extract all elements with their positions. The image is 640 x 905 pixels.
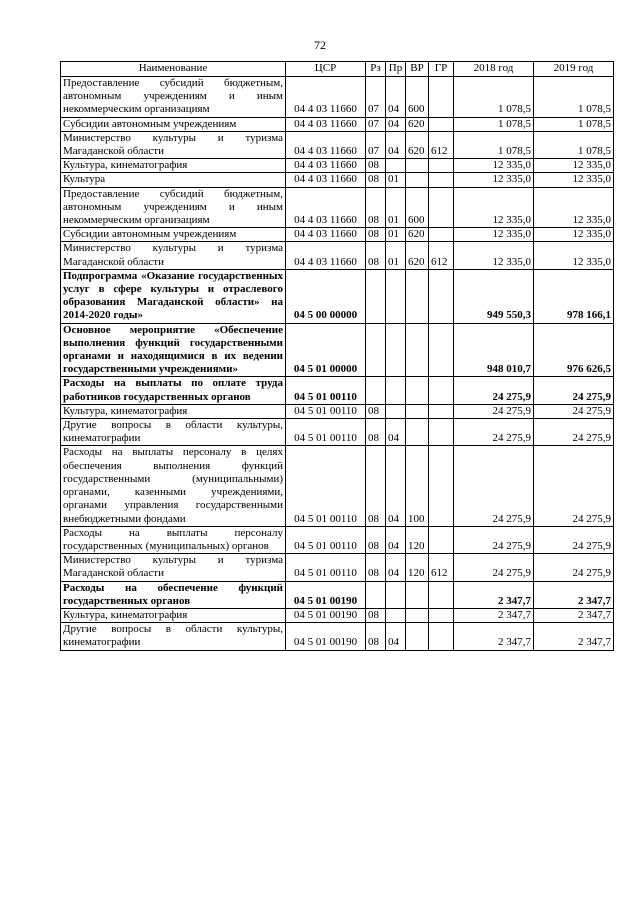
cell-vr bbox=[406, 623, 429, 650]
table-row bbox=[61, 377, 614, 404]
cell-gr: 612 bbox=[429, 131, 454, 158]
cell-gr: 612 bbox=[429, 242, 454, 269]
cell-rz: 08 bbox=[366, 419, 386, 446]
cell-y2019: 978 166,1 bbox=[534, 269, 614, 323]
cell-rz: 08 bbox=[366, 187, 386, 228]
cell-gr bbox=[429, 623, 454, 650]
cell-vr bbox=[406, 377, 429, 404]
cell-name: Субсидии автономным учреждениям bbox=[61, 228, 286, 242]
cell-vr: 120 bbox=[406, 526, 429, 553]
cell-y2018: 1 078,5 bbox=[454, 77, 534, 118]
table-row bbox=[61, 173, 614, 187]
budget-table bbox=[60, 61, 614, 651]
cell-name: Другие вопросы в области культуры, кинематографии bbox=[61, 623, 286, 650]
cell-vr bbox=[406, 419, 429, 446]
cell-pr: 01 bbox=[386, 242, 406, 269]
cell-rz: 07 bbox=[366, 117, 386, 131]
cell-pr: 01 bbox=[386, 228, 406, 242]
table-row bbox=[61, 242, 614, 269]
cell-y2018: 24 275,9 bbox=[454, 377, 534, 404]
header-csr: ЦСР bbox=[286, 62, 366, 77]
header-pr: Пр bbox=[386, 62, 406, 77]
cell-vr: 600 bbox=[406, 187, 429, 228]
cell-y2018: 2 347,7 bbox=[454, 581, 534, 608]
cell-name: Культура, кинематография bbox=[61, 608, 286, 622]
cell-name: Субсидии автономным учреждениям bbox=[61, 117, 286, 131]
cell-name: Предоставление субсидий бюджетным, автономным учреждениям и иным некоммерческим организациям bbox=[61, 187, 286, 228]
cell-pr bbox=[386, 581, 406, 608]
cell-pr: 04 bbox=[386, 117, 406, 131]
cell-name: Другие вопросы в области культуры, кинематографии bbox=[61, 419, 286, 446]
cell-csr: 04 4 03 11660 bbox=[286, 131, 366, 158]
cell-pr bbox=[386, 269, 406, 323]
cell-csr: 04 5 00 00000 bbox=[286, 269, 366, 323]
cell-y2018: 948 010,7 bbox=[454, 323, 534, 377]
cell-y2018: 1 078,5 bbox=[454, 131, 534, 158]
cell-pr: 04 bbox=[386, 77, 406, 118]
cell-csr: 04 5 01 00000 bbox=[286, 323, 366, 377]
cell-rz: 08 bbox=[366, 623, 386, 650]
cell-rz bbox=[366, 377, 386, 404]
cell-csr: 04 4 03 11660 bbox=[286, 117, 366, 131]
cell-y2019: 24 275,9 bbox=[534, 554, 614, 581]
table-row bbox=[61, 187, 614, 228]
header-2018: 2018 год bbox=[454, 62, 534, 77]
cell-y2019: 24 275,9 bbox=[534, 419, 614, 446]
table-row bbox=[61, 623, 614, 650]
table-row bbox=[61, 581, 614, 608]
cell-pr: 01 bbox=[386, 187, 406, 228]
cell-y2019: 1 078,5 bbox=[534, 117, 614, 131]
cell-y2018: 2 347,7 bbox=[454, 623, 534, 650]
cell-rz: 08 bbox=[366, 242, 386, 269]
cell-name: Расходы на обеспечение функций государственных органов bbox=[61, 581, 286, 608]
cell-gr bbox=[429, 187, 454, 228]
cell-name: Культура bbox=[61, 173, 286, 187]
cell-gr bbox=[429, 77, 454, 118]
table-row bbox=[61, 554, 614, 581]
cell-rz: 07 bbox=[366, 131, 386, 158]
cell-vr bbox=[406, 323, 429, 377]
table-row bbox=[61, 446, 614, 526]
cell-name: Предоставление субсидий бюджетным, автономным учреждениям и иным некоммерческим организациям bbox=[61, 77, 286, 118]
cell-y2019: 2 347,7 bbox=[534, 623, 614, 650]
cell-csr: 04 5 01 00110 bbox=[286, 526, 366, 553]
cell-csr: 04 5 01 00110 bbox=[286, 554, 366, 581]
cell-y2018: 24 275,9 bbox=[454, 554, 534, 581]
table-row bbox=[61, 526, 614, 553]
table-row bbox=[61, 228, 614, 242]
cell-name: Министерство культуры и туризма Магаданской области bbox=[61, 554, 286, 581]
cell-pr: 04 bbox=[386, 131, 406, 158]
cell-gr bbox=[429, 228, 454, 242]
cell-y2018: 24 275,9 bbox=[454, 446, 534, 526]
cell-csr: 04 4 03 11660 bbox=[286, 173, 366, 187]
cell-vr: 620 bbox=[406, 117, 429, 131]
cell-y2018: 1 078,5 bbox=[454, 117, 534, 131]
cell-y2018: 12 335,0 bbox=[454, 242, 534, 269]
cell-y2019: 24 275,9 bbox=[534, 377, 614, 404]
cell-gr bbox=[429, 117, 454, 131]
cell-name: Расходы на выплаты персоналу в целях обеспечения выполнения функций государственными (муниципальными) органами, казенными учреждениями, органами управления государственными внебюджетными фондами bbox=[61, 446, 286, 526]
cell-pr bbox=[386, 608, 406, 622]
cell-y2019: 24 275,9 bbox=[534, 526, 614, 553]
cell-y2018: 12 335,0 bbox=[454, 187, 534, 228]
cell-csr: 04 5 01 00110 bbox=[286, 377, 366, 404]
cell-vr bbox=[406, 159, 429, 173]
cell-pr: 04 bbox=[386, 554, 406, 581]
cell-y2018: 12 335,0 bbox=[454, 173, 534, 187]
cell-y2019: 24 275,9 bbox=[534, 446, 614, 526]
page-number: 72 bbox=[314, 38, 326, 52]
table-row bbox=[61, 131, 614, 158]
cell-y2018: 12 335,0 bbox=[454, 159, 534, 173]
header-name: Наименование bbox=[61, 62, 286, 77]
cell-y2019: 12 335,0 bbox=[534, 159, 614, 173]
cell-vr: 100 bbox=[406, 446, 429, 526]
cell-pr: 04 bbox=[386, 526, 406, 553]
cell-name: Подпрограмма «Оказание государственных услуг в сфере культуры и отраслевого образования Магаданской области» на 2014-2020 годы» bbox=[61, 269, 286, 323]
cell-y2018: 949 550,3 bbox=[454, 269, 534, 323]
table-body bbox=[61, 77, 614, 651]
cell-vr: 120 bbox=[406, 554, 429, 581]
cell-gr bbox=[429, 526, 454, 553]
cell-gr bbox=[429, 159, 454, 173]
cell-pr: 04 bbox=[386, 446, 406, 526]
cell-pr bbox=[386, 323, 406, 377]
cell-rz: 08 bbox=[366, 554, 386, 581]
cell-vr bbox=[406, 173, 429, 187]
cell-vr: 620 bbox=[406, 242, 429, 269]
cell-y2019: 1 078,5 bbox=[534, 131, 614, 158]
cell-gr: 612 bbox=[429, 554, 454, 581]
cell-y2018: 24 275,9 bbox=[454, 526, 534, 553]
cell-vr: 620 bbox=[406, 131, 429, 158]
table-row bbox=[61, 419, 614, 446]
table-row bbox=[61, 117, 614, 131]
header-2019: 2019 год bbox=[534, 62, 614, 77]
cell-csr: 04 4 03 11660 bbox=[286, 187, 366, 228]
cell-rz bbox=[366, 269, 386, 323]
cell-rz: 08 bbox=[366, 608, 386, 622]
cell-rz: 08 bbox=[366, 526, 386, 553]
cell-rz: 08 bbox=[366, 404, 386, 418]
cell-gr bbox=[429, 419, 454, 446]
cell-csr: 04 5 01 00190 bbox=[286, 608, 366, 622]
table-row bbox=[61, 323, 614, 377]
cell-y2019: 12 335,0 bbox=[534, 187, 614, 228]
cell-csr: 04 5 01 00190 bbox=[286, 623, 366, 650]
cell-name: Министерство культуры и туризма Магаданской области bbox=[61, 242, 286, 269]
cell-csr: 04 5 01 00110 bbox=[286, 446, 366, 526]
cell-csr: 04 5 01 00110 bbox=[286, 419, 366, 446]
cell-name: Культура, кинематография bbox=[61, 159, 286, 173]
cell-vr bbox=[406, 269, 429, 323]
table-header-row bbox=[61, 62, 614, 77]
cell-gr bbox=[429, 269, 454, 323]
cell-csr: 04 4 03 11660 bbox=[286, 228, 366, 242]
cell-csr: 04 4 03 11660 bbox=[286, 242, 366, 269]
cell-y2019: 24 275,9 bbox=[534, 404, 614, 418]
cell-gr bbox=[429, 446, 454, 526]
table-row bbox=[61, 159, 614, 173]
cell-rz: 07 bbox=[366, 77, 386, 118]
cell-name: Основное мероприятие «Обеспечение выполнения функций государственными органами и находящимися в их ведении государственными учреждениями» bbox=[61, 323, 286, 377]
cell-vr bbox=[406, 608, 429, 622]
cell-vr: 600 bbox=[406, 77, 429, 118]
cell-gr bbox=[429, 323, 454, 377]
cell-rz: 08 bbox=[366, 446, 386, 526]
cell-gr bbox=[429, 173, 454, 187]
cell-csr: 04 5 01 00190 bbox=[286, 581, 366, 608]
cell-csr: 04 4 03 11660 bbox=[286, 159, 366, 173]
cell-y2018: 24 275,9 bbox=[454, 419, 534, 446]
cell-y2019: 1 078,5 bbox=[534, 77, 614, 118]
cell-name: Расходы на выплаты персоналу государственных (муниципальных) органов bbox=[61, 526, 286, 553]
table-row bbox=[61, 404, 614, 418]
cell-csr: 04 4 03 11660 bbox=[286, 77, 366, 118]
cell-y2019: 2 347,7 bbox=[534, 581, 614, 608]
cell-y2019: 976 626,5 bbox=[534, 323, 614, 377]
cell-pr: 04 bbox=[386, 623, 406, 650]
header-vr: ВР bbox=[406, 62, 429, 77]
cell-gr bbox=[429, 404, 454, 418]
cell-name: Министерство культуры и туризма Магаданской области bbox=[61, 131, 286, 158]
cell-name: Культура, кинематография bbox=[61, 404, 286, 418]
cell-rz: 08 bbox=[366, 173, 386, 187]
cell-pr: 01 bbox=[386, 173, 406, 187]
cell-vr bbox=[406, 404, 429, 418]
cell-y2018: 24 275,9 bbox=[454, 404, 534, 418]
cell-y2018: 12 335,0 bbox=[454, 228, 534, 242]
table-row bbox=[61, 77, 614, 118]
cell-pr: 04 bbox=[386, 419, 406, 446]
cell-vr bbox=[406, 581, 429, 608]
header-rz: Рз bbox=[366, 62, 386, 77]
cell-gr bbox=[429, 608, 454, 622]
cell-rz: 08 bbox=[366, 228, 386, 242]
table-row bbox=[61, 269, 614, 323]
cell-y2019: 12 335,0 bbox=[534, 242, 614, 269]
cell-vr: 620 bbox=[406, 228, 429, 242]
cell-pr bbox=[386, 159, 406, 173]
cell-pr bbox=[386, 377, 406, 404]
cell-rz bbox=[366, 323, 386, 377]
cell-gr bbox=[429, 581, 454, 608]
header-gr: ГР bbox=[429, 62, 454, 77]
cell-y2019: 2 347,7 bbox=[534, 608, 614, 622]
table-row bbox=[61, 608, 614, 622]
cell-y2018: 2 347,7 bbox=[454, 608, 534, 622]
cell-rz bbox=[366, 581, 386, 608]
cell-csr: 04 5 01 00110 bbox=[286, 404, 366, 418]
cell-pr bbox=[386, 404, 406, 418]
cell-name: Расходы на выплаты по оплате труда работников государственных органов bbox=[61, 377, 286, 404]
cell-rz: 08 bbox=[366, 159, 386, 173]
cell-y2019: 12 335,0 bbox=[534, 173, 614, 187]
cell-y2019: 12 335,0 bbox=[534, 228, 614, 242]
cell-gr bbox=[429, 377, 454, 404]
